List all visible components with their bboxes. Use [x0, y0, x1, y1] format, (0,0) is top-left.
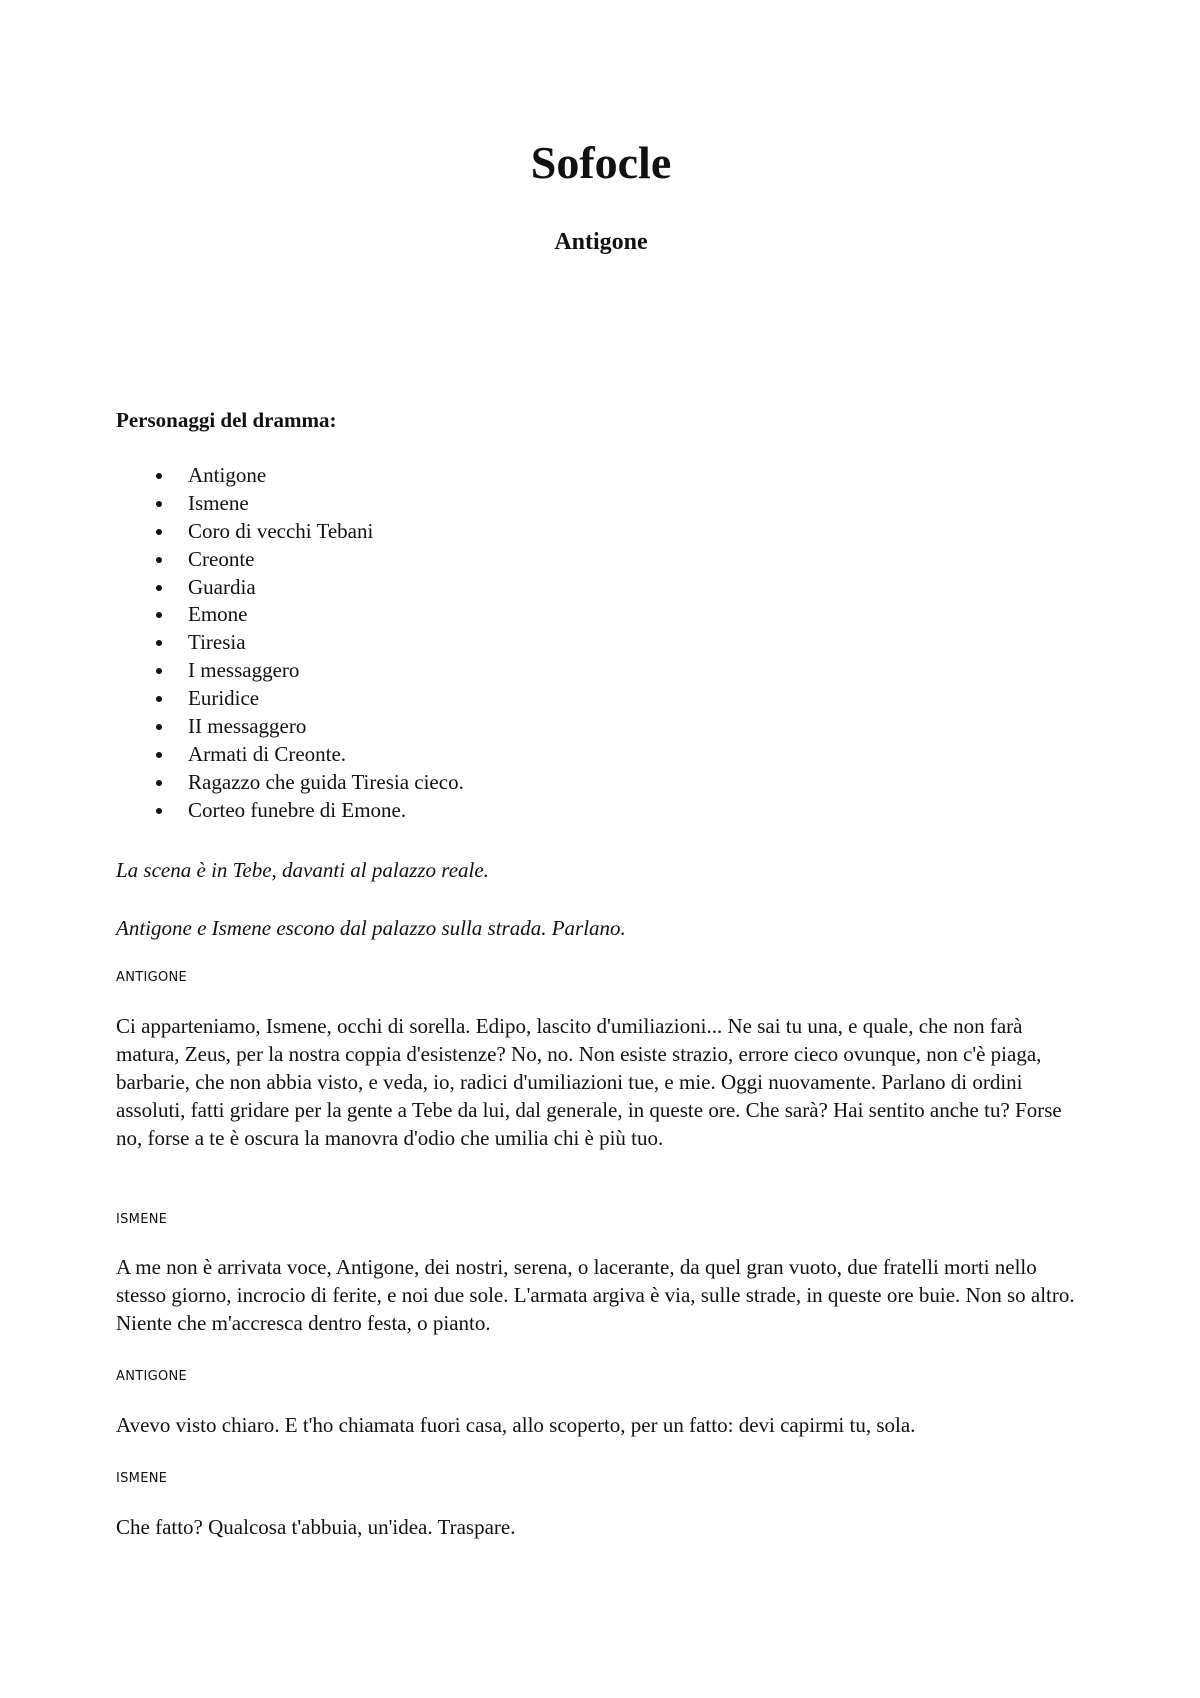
cast-item: Emone [116, 601, 464, 629]
speaker-label: ANTIGONE [116, 1369, 188, 1384]
cast-item: Ismene [116, 490, 464, 518]
speech-text: Avevo visto chiaro. E t'ho chiamata fuori casa, allo scoperto, per un fatto: devi capirmi tu, sola. [116, 1413, 916, 1437]
cast-item: Coro di vecchi Tebani [116, 518, 464, 546]
speech-text: Ci apparteniamo, Ismene, occhi di sorella. Edipo, lascito d'umiliazioni... Ne sai tu una, e quale, che non farà matura, Zeus, per la nostra coppia d'esistenze? No, no. Non esiste strazio, errore cieco ovunque, non c'è piaga, barbarie, che non abbia visto, e veda, io, radici d'umiliazioni tue, e mie. Oggi nuovamente. Parlano di ordini assoluti, fatti gridare per la gente a Tebe da lui, dal generale, in queste ore. Che sarà? Hai sentito anche tu? Forse no, forse a te è oscura la manovra d'odio che umilia chi è più tuo. [116, 1014, 1062, 1150]
stage-direction-setting: La scena è in Tebe, davanti al palazzo reale. [116, 858, 489, 882]
cast-item: Antigone [116, 462, 464, 490]
cast-item: Ragazzo che guida Tiresia cieco. [116, 769, 464, 797]
stage-direction-entrance: Antigone e Ismene escono dal palazzo sulla strada. Parlano. [116, 916, 626, 940]
cast-item: I messaggero [116, 657, 464, 685]
speaker-label: ISMENE [116, 1471, 168, 1486]
cast-item: Armati di Creonte. [116, 741, 464, 769]
cast-item: II messaggero [116, 713, 464, 741]
cast-item: Creonte [116, 546, 464, 574]
cast-heading: Personaggi del dramma: [116, 408, 337, 432]
cast-item: Tiresia [116, 629, 464, 657]
cast-item: Euridice [116, 685, 464, 713]
speech-text: Che fatto? Qualcosa t'abbuia, un'idea. Traspare. [116, 1515, 516, 1539]
speech-text: A me non è arrivata voce, Antigone, dei nostri, serena, o lacerante, da quel gran vuoto, due fratelli morti nello stesso giorno, incrocio di ferite, e noi due sole. L'armata argiva è via, sulle strade, in queste ore buie. Non so altro. Niente che m'accresca dentro festa, o pianto. [116, 1255, 1075, 1335]
cast-list [116, 462, 464, 825]
cast-item: Corteo funebre di Emone. [116, 797, 464, 825]
play-title: Antigone [554, 229, 648, 255]
speaker-label: ISMENE [116, 1212, 168, 1227]
speaker-label: ANTIGONE [116, 970, 188, 985]
cast-item: Guardia [116, 574, 464, 602]
author-title: Sofocle [530, 137, 672, 188]
